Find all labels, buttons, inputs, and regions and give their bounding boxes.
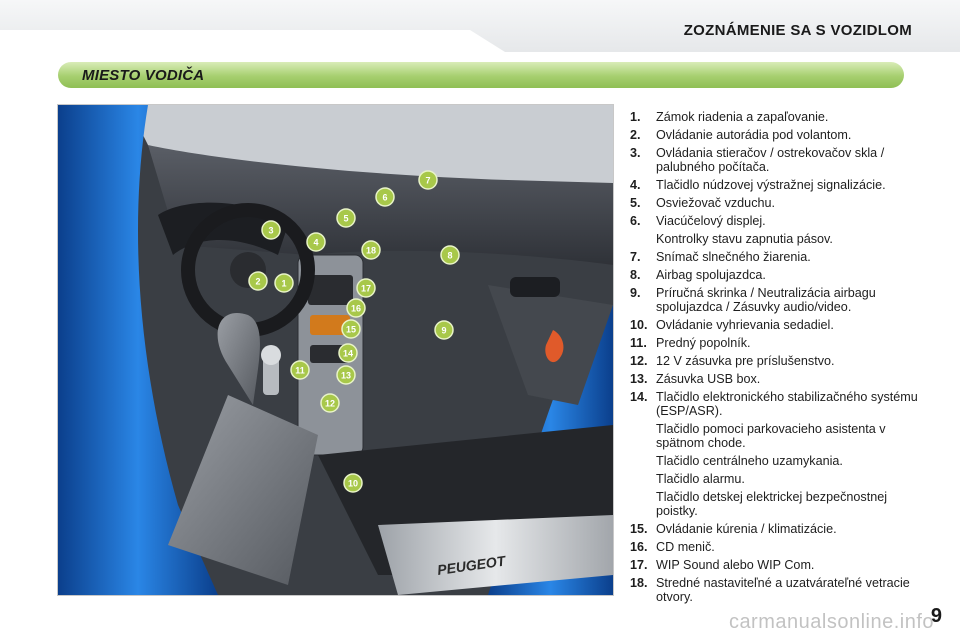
legend-text: Ovládanie kúrenia / klimatizácie. — [656, 522, 837, 536]
legend-text: Zásuvka USB box. — [656, 372, 761, 386]
legend-item — [630, 390, 930, 418]
legend-number: 18. — [630, 576, 648, 590]
callout-label: 6 — [382, 192, 388, 203]
legend-item — [630, 372, 930, 386]
callout-9 — [435, 321, 453, 339]
callout-16 — [347, 299, 365, 317]
legend-number: 16. — [630, 540, 648, 554]
callout-label: 8 — [447, 250, 453, 261]
legend-item — [630, 336, 930, 350]
legend-text: Ovládania stieračov / ostrekovačov skla / palubného počítača. — [656, 146, 885, 174]
legend-item — [630, 286, 930, 314]
legend-number: 12. — [630, 354, 648, 368]
legend-item — [630, 576, 930, 604]
callout-11 — [291, 361, 309, 379]
legend-number: 13. — [630, 372, 648, 386]
legend-subtext: Tlačidlo detskej elektrickej bezpečnostnej poistky. — [656, 490, 888, 518]
callout-1 — [275, 274, 293, 292]
page-number: 9 — [930, 605, 942, 627]
legend-number: 10. — [630, 318, 648, 332]
legend-number: 17. — [630, 558, 648, 572]
callout-14 — [339, 344, 357, 362]
legend-text: Zámok riadenia a zapaľovanie. — [656, 110, 829, 124]
callout-6 — [376, 188, 394, 206]
callout-label: 15 — [345, 324, 357, 335]
legend-text: Snímač slnečného žiarenia. — [656, 250, 811, 264]
legend-item — [630, 558, 930, 572]
legend-text: Viacúčelový displej. — [656, 214, 766, 228]
legend-item — [630, 128, 930, 142]
legend-text: WIP Sound alebo WIP Com. — [656, 558, 815, 572]
callout-5 — [337, 209, 355, 227]
legend-item — [630, 178, 930, 192]
legend-number: 8. — [630, 268, 641, 282]
legend-text: Airbag spolujazdca. — [656, 268, 766, 282]
legend-number: 11. — [630, 336, 647, 350]
legend-item — [630, 196, 930, 210]
cockpit-illustration — [57, 104, 614, 596]
legend-item — [630, 540, 930, 554]
legend-number: 4. — [630, 178, 641, 192]
callout-4 — [307, 233, 325, 251]
callout-12 — [321, 394, 339, 412]
legend-text: Tlačidlo núdzovej výstražnej signalizácie. — [656, 178, 886, 192]
callout-layer — [58, 105, 613, 595]
legend-subtext: Kontrolky stavu zapnutia pásov. — [656, 232, 833, 246]
callout-7 — [419, 171, 437, 189]
callout-label: 2 — [255, 276, 261, 287]
callout-17 — [357, 279, 375, 297]
callout-15 — [342, 320, 360, 338]
callout-label: 10 — [347, 478, 359, 489]
legend-item — [630, 318, 930, 332]
callout-2 — [249, 272, 267, 290]
legend-subtext: Tlačidlo alarmu. — [656, 472, 745, 486]
legend-item — [630, 354, 930, 368]
legend-text: Tlačidlo elektronického stabilizačného systému (ESP/ASR). — [656, 390, 918, 418]
callout-label: 12 — [324, 398, 336, 409]
section-title: MIESTO VODIČA — [82, 67, 205, 84]
legend-text: Príručná skrinka / Neutralizácia airbagu spolujazdca / Zásuvky audio/video. — [656, 286, 876, 314]
legend-text: CD menič. — [656, 540, 715, 554]
callout-label: 18 — [365, 245, 377, 256]
page-title: ZOZNÁMENIE SA S VOZIDLOM — [683, 22, 912, 39]
legend-item — [630, 110, 930, 124]
legend-number: 6. — [630, 214, 641, 228]
callout-18 — [362, 241, 380, 259]
callout-label: 13 — [340, 370, 352, 381]
legend-subtext: Tlačidlo centrálneho uzamykania. — [656, 454, 843, 468]
callout-label: 1 — [281, 278, 287, 289]
callout-label: 11 — [295, 365, 305, 376]
watermark: carmanualsonline.info — [728, 611, 934, 633]
legend-item — [630, 522, 930, 536]
callout-3 — [262, 221, 280, 239]
callout-label: 16 — [350, 303, 362, 314]
legend-item — [630, 214, 930, 228]
legend-number: 3. — [630, 146, 641, 160]
legend-number: 7. — [630, 250, 641, 264]
callout-8 — [441, 246, 459, 264]
callout-label: 4 — [313, 237, 319, 248]
legend-list — [630, 110, 930, 608]
legend-text: 12 V zásuvka pre príslušenstvo. — [656, 354, 835, 368]
callout-label: 3 — [268, 225, 274, 236]
legend-number: 14. — [630, 390, 648, 404]
legend-text: Predný popolník. — [656, 336, 751, 350]
legend-number: 2. — [630, 128, 641, 142]
legend-item — [630, 268, 930, 282]
legend-item — [630, 250, 930, 264]
legend-text: Stredné nastaviteľné a uzatvárateľné vetracie otvory. — [656, 576, 910, 604]
legend-text: Ovládanie vyhrievania sedadiel. — [656, 318, 834, 332]
legend-text: Ovládanie autorádia pod volantom. — [656, 128, 852, 142]
callout-13 — [337, 366, 355, 384]
legend-subtext: Tlačidlo pomoci parkovacieho asistenta v spätnom chode. — [656, 422, 886, 450]
callout-10 — [344, 474, 362, 492]
callout-label: 7 — [425, 175, 431, 186]
legend-text: Osviežovač vzduchu. — [656, 196, 775, 210]
callout-label: 14 — [342, 348, 354, 359]
callout-label: 9 — [441, 325, 447, 336]
sill-badge: PEUGEOT — [436, 552, 507, 578]
legend-number: 9. — [630, 286, 641, 300]
legend-number: 15. — [630, 522, 648, 536]
legend-number: 1. — [630, 110, 641, 124]
callout-label: 5 — [343, 213, 349, 224]
callout-label: 17 — [360, 283, 372, 294]
legend-item — [630, 146, 930, 174]
legend-number: 5. — [630, 196, 641, 210]
